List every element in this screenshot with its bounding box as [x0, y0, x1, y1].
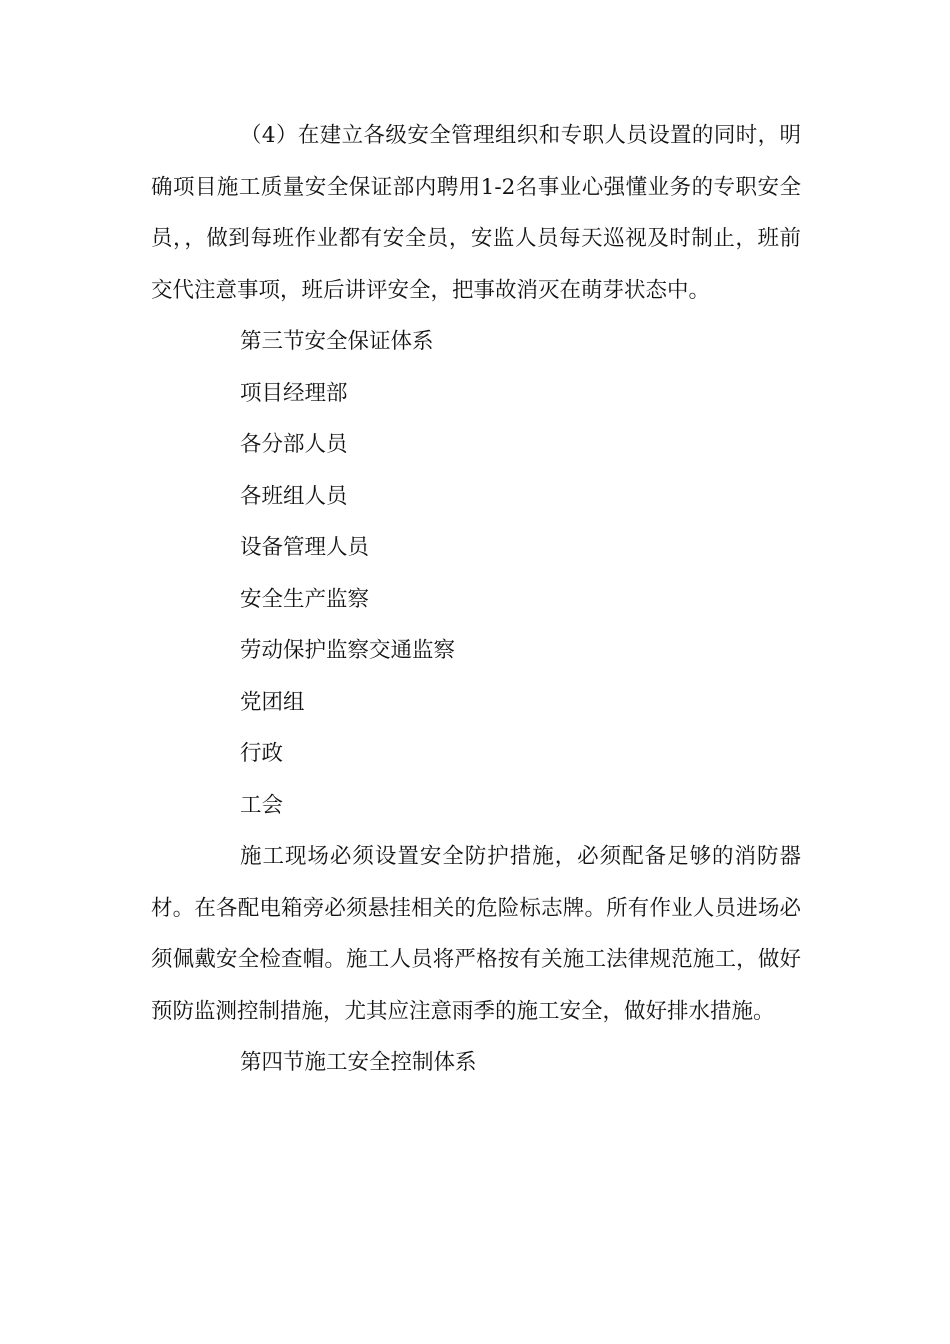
section-heading-safety-guarantee: 第三节安全保证体系 — [240, 329, 434, 354]
document-body — [151, 110, 801, 1089]
org-item-production-safety-supervision: 安全生产监察 — [240, 586, 370, 612]
paragraph-safety-staff: （4）在建立各级安全管理组织和专职人员设置的同时，明确项目施工质量安全保证部内聘用1-2名事业心强懂业务的专职安全员，，做到每班作业都有安全员，安监人员每天巡视及时制止，班前交代注意事项，班后讲评安全，把事故消灭在萌芽状态中。 — [151, 123, 801, 303]
org-item-trade-union: 工会 — [240, 792, 284, 818]
org-item-equipment-managers: 设备管理人员 — [240, 535, 370, 560]
org-item-project-manager-dept: 项目经理部 — [240, 380, 348, 406]
org-item-labor-traffic-supervision: 劳动保护监察交通监察 — [240, 638, 456, 663]
org-item-branch-staff: 各分部人员 — [240, 432, 348, 457]
org-item-team-staff: 各班组人员 — [240, 483, 348, 509]
org-item-administration: 行政 — [240, 741, 284, 766]
paragraph-site-protection: 施工现场必须设置安全防护措施，必须配备足够的消防器材。在各配电箱旁必须悬挂相关的危险标志牌。所有作业人员进场必须佩戴安全检查帽。施工人员将严格按有关施工法律规范施工，做好预防监测控制措施，尤其应注意雨季的施工安全，做好排水措施。 — [151, 844, 801, 1024]
section-heading-construction-safety-control: 第四节施工安全控制体系 — [240, 1050, 477, 1075]
org-item-party-group: 党团组 — [240, 689, 305, 715]
